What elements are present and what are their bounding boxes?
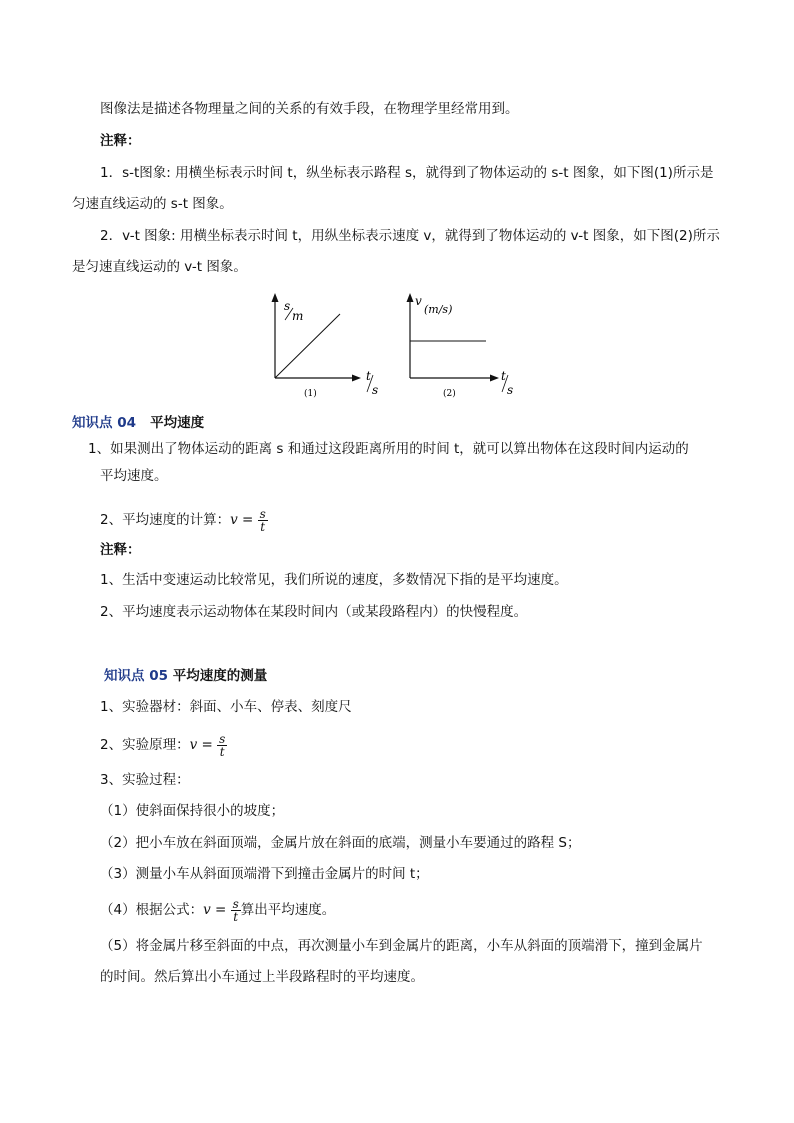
formula-lhs: v = <box>230 512 254 528</box>
formula-lhs-2: v = <box>189 737 213 753</box>
vt-y-unit: (m/s) <box>424 303 453 316</box>
kp05-step4-prefix: （4）根据公式： <box>100 902 204 918</box>
kp04-heading <box>72 414 204 432</box>
kp04-note1: 1、生活中变速运动比较常见，我们所说的速度，多数情况下指的是平均速度。 <box>100 572 568 588</box>
kp04-item2 <box>100 505 268 535</box>
vt-graph-caption: (2) <box>443 389 456 399</box>
formula-fraction-3 <box>231 898 241 923</box>
formula-lhs-3: v = <box>203 902 227 918</box>
kp05-item3: 3、实验过程： <box>100 772 190 788</box>
st-graph-desc-line2: 匀速直线运动的 s-t 图象。 <box>72 196 233 212</box>
kp05-step5-line1: （5）将金属片移至斜面的中点，再次测量小车到金属片的距离，小车从斜面的顶端滑下，撞到金属片 <box>100 938 703 954</box>
kp05-item2 <box>100 730 227 760</box>
kp05-heading <box>104 667 267 685</box>
formula-den: t <box>260 519 266 534</box>
kp04-note-label: 注释： <box>100 542 141 558</box>
st-x-label-bottom: s <box>372 383 379 397</box>
st-graph <box>255 290 385 402</box>
vt-graph <box>390 290 525 402</box>
formula-fraction <box>258 508 268 533</box>
kp04-note2: 2、平均速度表示运动物体在某段时间内（或某段路程内）的快慢程度。 <box>100 604 528 620</box>
kp05-step3: （3）测量小车从斜面顶端滑下到撞击金属片的时间 t； <box>100 866 429 882</box>
vt-x-label-top: t <box>501 369 506 383</box>
kp05-label: 知识点 05 <box>104 668 168 684</box>
kp05-item2-prefix: 2、实验原理： <box>100 737 190 753</box>
formula-num: s <box>259 506 266 521</box>
kp05-step1: （1）使斜面保持很小的坡度； <box>100 803 285 819</box>
vt-graph-desc-line1: 2．v-t 图象: 用横坐标表示时间 t，用纵坐标表示速度 v，就得到了物体运动的 v-t 图象，如下图(2)所示 <box>100 228 720 244</box>
st-y-label-top: s <box>284 299 291 313</box>
kp04-item2-prefix: 2、平均速度的计算： <box>100 512 231 528</box>
st-graph-desc-line1: 1．s-t图象: 用横坐标表示时间 t，纵坐标表示路程 s，就得到了物体运动的 s-t 图象，如下图(1)所示是 <box>100 165 714 181</box>
kp05-step5-line2: 的时间。然后算出小车通过上半段路程时的平均速度。 <box>100 969 424 985</box>
kp04-label: 知识点 04 <box>72 415 136 431</box>
intro-text: 图像法是描述各物理量之间的关系的有效手段，在物理学里经常用到。 <box>100 101 519 117</box>
formula-fraction-2 <box>217 733 227 758</box>
kp04-item1-line2: 平均速度。 <box>100 468 168 484</box>
kp05-step4-suffix: 算出平均速度。 <box>240 902 336 918</box>
kp04-item1-line1: 1、如果测出了物体运动的距离 s 和通过这段距离所用的时间 t，就可以算出物体在这段时间内运动的 <box>88 441 689 457</box>
formula-den-2: t <box>219 744 225 759</box>
vt-graph-desc-line2: 是匀速直线运动的 v-t 图象。 <box>72 259 247 275</box>
st-x-label-top: t <box>366 369 371 383</box>
st-graph-caption: (1) <box>304 389 317 399</box>
kp05-step2: （2）把小车放在斜面顶端，金属片放在斜面的底端，测量小车要通过的路程 S； <box>100 835 581 851</box>
vt-y-label: v <box>415 294 422 308</box>
kp05-step4 <box>100 895 335 925</box>
note-label-1: 注释： <box>100 133 141 149</box>
kp05-title: 平均速度的测量 <box>172 668 268 684</box>
formula-num-3: s <box>232 896 239 911</box>
formula-num-2: s <box>219 731 226 746</box>
kp05-item1: 1、实验器材：斜面、小车、停表、刻度尺 <box>100 699 352 715</box>
st-y-label-bottom: m <box>292 309 304 323</box>
kp04-title: 平均速度 <box>150 415 205 431</box>
formula-den-3: t <box>233 909 239 924</box>
vt-x-label-bottom: s <box>507 383 514 397</box>
